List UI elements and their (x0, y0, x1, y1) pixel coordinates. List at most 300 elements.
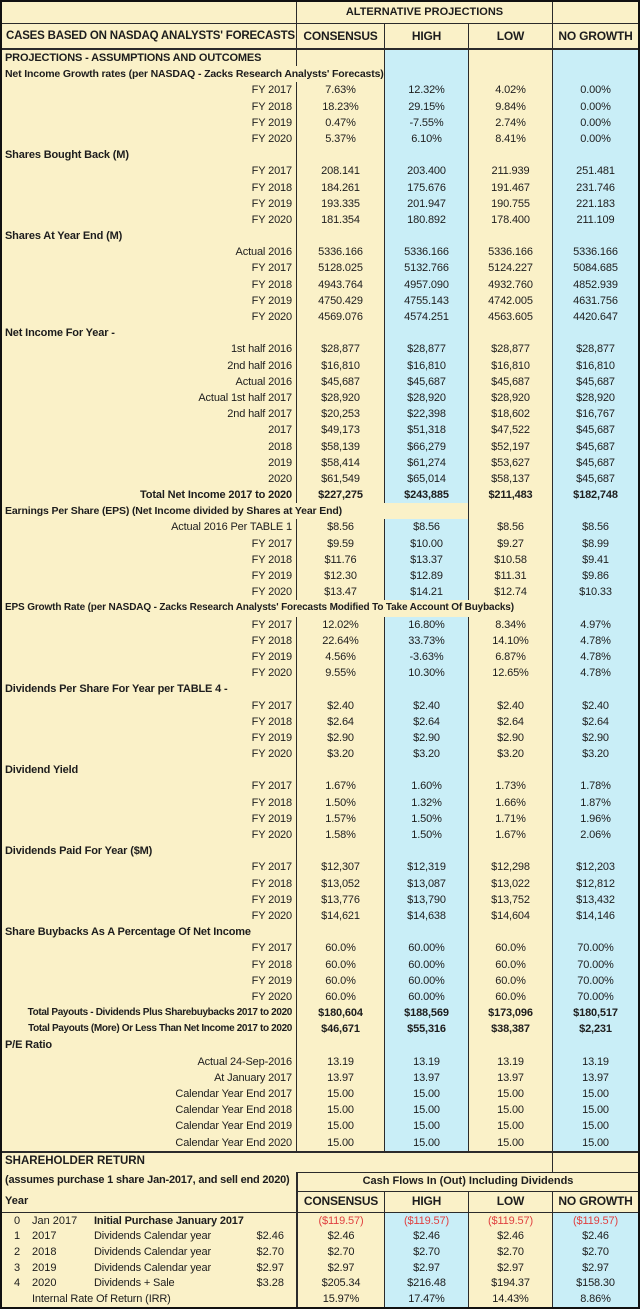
cell-low: $13,752 (468, 892, 552, 908)
cell-low: 2.74% (468, 115, 552, 131)
row-label: Calendar Year End 2017 (175, 1088, 292, 1100)
cell-consensus: $58,414 (296, 455, 384, 471)
table-row (2, 730, 638, 746)
cell-high (384, 1037, 468, 1053)
row-label: Calendar Year End 2020 (175, 1136, 292, 1149)
cell-high: 203.400 (384, 163, 468, 179)
cell-no-growth: 4.78% (552, 633, 638, 649)
table-row (2, 1118, 638, 1134)
table-row (2, 471, 638, 487)
cell-no-growth: 1.96% (552, 811, 638, 827)
table-row (2, 228, 638, 244)
cell-low (468, 325, 552, 341)
cell-consensus: 60.0% (296, 989, 384, 1005)
cell-consensus (296, 50, 384, 66)
cell-consensus: 13.19 (296, 1054, 384, 1070)
cell-no-growth: 2.06% (552, 827, 638, 843)
cell-low: $14,604 (468, 908, 552, 924)
table-row (2, 552, 638, 568)
cell-no-growth (552, 762, 638, 778)
row-label: FY 2018 (251, 715, 292, 728)
cell-consensus: $227,275 (296, 487, 384, 503)
cell-no-growth (552, 228, 638, 244)
shareholder-row (2, 1291, 638, 1307)
table-row (2, 519, 638, 535)
cell-low (468, 924, 552, 940)
shareholder-return-section (2, 1151, 638, 1307)
cell-no-growth: 4420.647 (552, 309, 638, 325)
section-label: Net Income Growth rates (per NASDAQ - Zacks Research Analysts' Forecasts) (5, 68, 384, 81)
cell-no-growth (552, 147, 638, 163)
cell-no-growth: $3.20 (552, 746, 638, 762)
cell-no-growth: $45,687 (552, 471, 638, 487)
cell-low: $11.31 (468, 568, 552, 584)
cell-no-growth: 1.78% (552, 778, 638, 794)
table-row (2, 277, 638, 293)
cashflow-cell-consensus: $2.70 (296, 1244, 384, 1260)
cell-no-growth (552, 50, 638, 66)
table-row (2, 1021, 638, 1037)
cell-low (468, 50, 552, 66)
column-header-high: HIGH (384, 24, 468, 48)
cell-consensus: 1.57% (296, 811, 384, 827)
cell-high (384, 843, 468, 859)
cell-high: $28,920 (384, 390, 468, 406)
row-label: Calendar Year End 2018 (175, 1104, 292, 1117)
cell-consensus: 22.64% (296, 633, 384, 649)
table-row (2, 99, 638, 115)
cell-consensus: 60.0% (296, 973, 384, 989)
cell-consensus: $16,810 (296, 358, 384, 374)
cell-consensus: 1.58% (296, 827, 384, 843)
cell-low: $53,627 (468, 455, 552, 471)
cell-no-growth: 13.19 (552, 1054, 638, 1070)
cell-low: 4932.760 (468, 277, 552, 293)
cell-consensus: $12.30 (296, 568, 384, 584)
row-label: Actual 24-Sep-2016 (197, 1055, 292, 1068)
cashflow-cell-no-growth: 8.86% (552, 1291, 638, 1307)
row-label: 2019 (268, 456, 292, 469)
cell-high: $55,316 (384, 1021, 468, 1037)
cell-low: 1.66% (468, 795, 552, 811)
row-label: Total Net Income 2017 to 2020 (140, 489, 292, 502)
cell-no-growth: 70.00% (552, 973, 638, 989)
cashflow-cell-high: ($119.57) (384, 1213, 468, 1229)
shareholder-title: SHAREHOLDER RETURN (5, 1154, 145, 1167)
cell-no-growth: $45,687 (552, 422, 638, 438)
cashflow-description: Dividends + Sale (94, 1277, 175, 1290)
row-label: FY 2020 (251, 829, 292, 841)
table-row (2, 1135, 638, 1151)
shareholder-title-row (2, 1153, 638, 1173)
cell-low: 15.00 (468, 1102, 552, 1118)
shareholder-assumption-label: (assumes purchase 1 share Jan-2017, and sell end 2020) (5, 1174, 290, 1187)
row-label: 2020 (268, 472, 292, 485)
cell-high: $12,319 (384, 859, 468, 875)
table-row (2, 1054, 638, 1070)
table-row (2, 957, 638, 973)
header-row-top (2, 2, 638, 24)
cell-no-growth: $182,748 (552, 487, 638, 503)
cashflow-column-header-consensus: CONSENSUS (296, 1192, 384, 1212)
cell-high (384, 147, 468, 163)
row-label: 2017 (268, 424, 292, 437)
row-label: FY 2018 (251, 877, 292, 890)
cell-consensus: 4569.076 (296, 309, 384, 325)
section-label: PROJECTIONS - ASSUMPTIONS AND OUTCOMES (5, 52, 262, 64)
cell-no-growth: $45,687 (552, 439, 638, 455)
section-label: Earnings Per Share (EPS) (Net Income divided by Shares at Year End) (5, 505, 342, 518)
cell-consensus: $8.56 (296, 519, 384, 535)
cell-consensus: 60.0% (296, 957, 384, 973)
table-row (2, 341, 638, 357)
section-label: Dividends Per Share For Year per TABLE 4 - (5, 683, 228, 696)
year-value: 2019 (32, 1261, 57, 1274)
cell-high: 180.892 (384, 212, 468, 228)
cell-high: 60.00% (384, 973, 468, 989)
cashflow-column-header-no-growth: NO GROWTH (552, 1192, 638, 1212)
cashflow-cell-consensus: ($119.57) (296, 1213, 384, 1229)
year-index: 0 (13, 1214, 21, 1227)
cell-no-growth: $2.40 (552, 698, 638, 714)
cell-no-growth: $28,920 (552, 390, 638, 406)
cell-high: 16.80% (384, 617, 468, 633)
cell-consensus: 7.63% (296, 82, 384, 98)
cell-no-growth: 4852.939 (552, 277, 638, 293)
cell-low: $28,877 (468, 341, 552, 357)
row-label: Total Payouts - Dividends Plus Sharebuybacks 2017 to 2020 (27, 1007, 292, 1019)
cell-no-growth: 5084.685 (552, 260, 638, 276)
row-label: 2018 (268, 440, 292, 453)
cell-high: 15.00 (384, 1135, 468, 1151)
table-row (2, 325, 638, 341)
cell-no-growth: 221.183 (552, 196, 638, 212)
cell-high (384, 681, 468, 697)
row-label: FY 2018 (251, 634, 292, 647)
cell-consensus: $46,671 (296, 1021, 384, 1037)
cashflow-cell-no-growth: $2.70 (552, 1244, 638, 1260)
section-label: Shares At Year End (M) (5, 230, 123, 243)
row-label: FY 2017 (251, 537, 292, 550)
cell-high: -7.55% (384, 115, 468, 131)
row-label: FY 2017 (251, 262, 292, 275)
cell-low: $2.64 (468, 714, 552, 730)
cell-low: 4.02% (468, 82, 552, 98)
header-top-left-empty-cell (2, 2, 296, 23)
cell-no-growth: $2,231 (552, 1021, 638, 1037)
cell-high: 60.00% (384, 957, 468, 973)
cell-consensus: 1.50% (296, 795, 384, 811)
table-row (2, 131, 638, 147)
cell-consensus: 13.97 (296, 1070, 384, 1086)
cell-consensus: $13,052 (296, 876, 384, 892)
row-label: FY 2019 (251, 893, 292, 906)
cell-high: 60.00% (384, 989, 468, 1005)
cashflow-cell-consensus: 15.97% (296, 1291, 384, 1307)
cell-consensus: 193.335 (296, 196, 384, 212)
cell-no-growth: $45,687 (552, 455, 638, 471)
cell-low: 15.00 (468, 1135, 552, 1151)
cell-high: -3.63% (384, 649, 468, 665)
cell-low: $12,298 (468, 859, 552, 875)
cashflow-cell-high: $2.46 (384, 1228, 468, 1244)
table-row (2, 617, 638, 633)
cell-low: 60.0% (468, 957, 552, 973)
cell-high: $61,274 (384, 455, 468, 471)
table-row (2, 843, 638, 859)
table-row (2, 196, 638, 212)
cell-consensus: $180,604 (296, 1005, 384, 1021)
cell-high: 5132.766 (384, 260, 468, 276)
cell-no-growth: $28,877 (552, 341, 638, 357)
cashflow-cell-consensus: $2.46 (296, 1228, 384, 1244)
cell-no-growth: 0.00% (552, 131, 638, 147)
section-label: Share Buybacks As A Percentage Of Net Income (5, 926, 251, 939)
cell-no-growth: $8.56 (552, 519, 638, 535)
row-label: FY 2019 (251, 974, 292, 987)
year-index: 1 (13, 1230, 21, 1243)
cell-no-growth: $9.41 (552, 552, 638, 568)
row-label: FY 2018 (251, 958, 292, 971)
main-rows (2, 50, 638, 1151)
cell-high: 1.50% (384, 827, 468, 843)
cell-no-growth: 0.00% (552, 82, 638, 98)
cell-consensus: $28,877 (296, 341, 384, 357)
row-label: FY 2020 (251, 909, 292, 922)
table-row (2, 908, 638, 924)
table-row (2, 795, 638, 811)
table-row (2, 293, 638, 309)
row-label: FY 2019 (251, 570, 292, 582)
cell-no-growth: 13.97 (552, 1070, 638, 1086)
cell-low: 1.73% (468, 778, 552, 794)
cell-high: 4574.251 (384, 309, 468, 325)
shareholder-row (2, 1276, 638, 1292)
row-label: FY 2019 (251, 116, 292, 129)
cell-low: $8.56 (468, 519, 552, 535)
cell-high: 1.50% (384, 811, 468, 827)
shareholder-column-header-row (2, 1192, 638, 1213)
shareholder-row (2, 1244, 638, 1260)
table-row (2, 50, 638, 66)
cell-no-growth: 0.00% (552, 99, 638, 115)
cell-consensus: $13.47 (296, 584, 384, 600)
per-share-amount: $2.46 (256, 1230, 284, 1243)
cell-consensus: $28,920 (296, 390, 384, 406)
row-label: Total Payouts (More) Or Less Than Net Income 2017 to 2020 (28, 1023, 292, 1035)
year-value: 2018 (32, 1245, 57, 1258)
cell-low (468, 66, 552, 82)
cell-high: 4957.090 (384, 277, 468, 293)
cashflow-cell-consensus: $205.34 (296, 1276, 384, 1292)
cell-high: 15.00 (384, 1102, 468, 1118)
cashflow-cell-no-growth: ($119.57) (552, 1213, 638, 1229)
cell-no-growth: 1.87% (552, 795, 638, 811)
cell-high: 12.32% (384, 82, 468, 98)
table-row (2, 390, 638, 406)
cell-low: 1.67% (468, 827, 552, 843)
cell-consensus: $49,173 (296, 422, 384, 438)
cell-high: $2.90 (384, 730, 468, 746)
cell-low: $211,483 (468, 487, 552, 503)
header-row-columns (2, 24, 638, 50)
cell-high: 5336.166 (384, 244, 468, 260)
cell-consensus: 181.354 (296, 212, 384, 228)
cashflow-cell-low: $2.46 (468, 1228, 552, 1244)
cell-consensus: $2.64 (296, 714, 384, 730)
cell-no-growth: 70.00% (552, 940, 638, 956)
table-row (2, 811, 638, 827)
cell-low: 178.400 (468, 212, 552, 228)
cell-no-growth: $16,810 (552, 358, 638, 374)
cell-no-growth: 15.00 (552, 1102, 638, 1118)
cell-no-growth: $12,812 (552, 876, 638, 892)
row-label: FY 2019 (251, 294, 292, 307)
cell-low: 15.00 (468, 1118, 552, 1134)
cell-high (384, 762, 468, 778)
cell-high: $22,398 (384, 406, 468, 422)
cell-high: $2.64 (384, 714, 468, 730)
cell-consensus (296, 228, 384, 244)
row-label: Calendar Year End 2019 (175, 1120, 292, 1133)
cell-high: 15.00 (384, 1086, 468, 1102)
cell-consensus: $11.76 (296, 552, 384, 568)
section-label: Dividends Paid For Year ($M) (5, 845, 153, 858)
table-row (2, 746, 638, 762)
table-row (2, 536, 638, 552)
cell-low: 14.10% (468, 633, 552, 649)
cell-consensus (296, 762, 384, 778)
cell-high: $188,569 (384, 1005, 468, 1021)
year-index: 4 (13, 1277, 21, 1290)
cell-low: $28,920 (468, 390, 552, 406)
cell-consensus: 18.23% (296, 99, 384, 115)
row-label: FY 2019 (251, 731, 292, 744)
table-row (2, 584, 638, 600)
cashflow-cell-high: $216.48 (384, 1276, 468, 1292)
cell-consensus: $2.40 (296, 698, 384, 714)
cell-consensus: 4750.429 (296, 293, 384, 309)
cell-low: 5124.227 (468, 260, 552, 276)
header-top-right-empty-cell (552, 2, 638, 23)
table-row (2, 859, 638, 875)
cell-consensus: 15.00 (296, 1135, 384, 1151)
cell-consensus: $20,253 (296, 406, 384, 422)
cell-no-growth: $2.64 (552, 714, 638, 730)
cell-low: 8.41% (468, 131, 552, 147)
cell-low: 190.755 (468, 196, 552, 212)
cell-consensus: $61,549 (296, 471, 384, 487)
row-label: FY 2018 (251, 278, 292, 291)
cashflow-cell-high: 17.47% (384, 1291, 468, 1307)
cell-high: 33.73% (384, 633, 468, 649)
cell-high: 201.947 (384, 196, 468, 212)
cashflow-description: Initial Purchase January 2017 (94, 1214, 244, 1227)
cell-no-growth: $10.33 (552, 584, 638, 600)
cell-no-growth: 251.481 (552, 163, 638, 179)
cell-no-growth (552, 600, 638, 616)
table-row (2, 1070, 638, 1086)
cell-high: 6.10% (384, 131, 468, 147)
cashflow-cell-consensus: $2.97 (296, 1260, 384, 1276)
cell-high: $2.40 (384, 698, 468, 714)
row-label: Actual 2016 Per TABLE 1 (171, 521, 292, 534)
cell-consensus (296, 1037, 384, 1053)
cashflow-cell-high: $2.70 (384, 1244, 468, 1260)
cell-high: 15.00 (384, 1118, 468, 1134)
cell-no-growth: 15.00 (552, 1135, 638, 1151)
cashflow-description: Dividends Calendar year (94, 1230, 212, 1243)
row-label: 1st half 2016 (230, 343, 292, 356)
cell-high: 13.97 (384, 1070, 468, 1086)
cell-no-growth: $13,432 (552, 892, 638, 908)
cell-high: $13.37 (384, 552, 468, 568)
cell-no-growth: 231.746 (552, 180, 638, 196)
table-row (2, 244, 638, 260)
table-row (2, 1086, 638, 1102)
cell-consensus: $2.90 (296, 730, 384, 746)
cell-consensus: 184.261 (296, 180, 384, 196)
cell-low: 4742.005 (468, 293, 552, 309)
cell-no-growth (552, 503, 638, 519)
cell-high: $10.00 (384, 536, 468, 552)
row-label: FY 2020 (251, 586, 292, 599)
section-label: Dividend Yield (5, 764, 79, 777)
table-row (2, 358, 638, 374)
table-row (2, 892, 638, 908)
per-share-amount: $2.70 (256, 1245, 284, 1258)
cell-low: $38,387 (468, 1021, 552, 1037)
cell-low: $52,197 (468, 439, 552, 455)
table-row (2, 422, 638, 438)
cell-low: 60.0% (468, 989, 552, 1005)
cell-low: $2.40 (468, 698, 552, 714)
table-row (2, 455, 638, 471)
cell-consensus: $14,621 (296, 908, 384, 924)
shareholder-row (2, 1260, 638, 1276)
cell-low: 60.0% (468, 940, 552, 956)
cell-high: 10.30% (384, 665, 468, 681)
cell-low: $58,137 (468, 471, 552, 487)
table-row (2, 1005, 638, 1021)
cell-consensus (296, 681, 384, 697)
cell-consensus: 15.00 (296, 1102, 384, 1118)
cell-consensus: $45,687 (296, 374, 384, 390)
cell-low: $45,687 (468, 374, 552, 390)
cell-low: $18,602 (468, 406, 552, 422)
cell-consensus: $58,139 (296, 439, 384, 455)
table-row (2, 82, 638, 98)
per-share-amount: $2.97 (256, 1261, 284, 1274)
cell-no-growth: $180,517 (552, 1005, 638, 1021)
table-row (2, 665, 638, 681)
cell-high: $28,877 (384, 341, 468, 357)
cell-low: 191.467 (468, 180, 552, 196)
cashflow-cell-no-growth: $158.30 (552, 1276, 638, 1292)
cell-low: $16,810 (468, 358, 552, 374)
shareholder-row (2, 1228, 638, 1244)
cell-no-growth (552, 924, 638, 940)
table-row (2, 876, 638, 892)
row-label: 2nd half 2016 (227, 359, 292, 372)
cell-no-growth: $9.86 (552, 568, 638, 584)
row-label: FY 2020 (251, 748, 292, 761)
cell-consensus: 5336.166 (296, 244, 384, 260)
cell-consensus: 9.55% (296, 665, 384, 681)
year-value: 2017 (32, 1230, 57, 1243)
cell-high: $45,687 (384, 374, 468, 390)
cashflow-cell-no-growth: $2.97 (552, 1260, 638, 1276)
